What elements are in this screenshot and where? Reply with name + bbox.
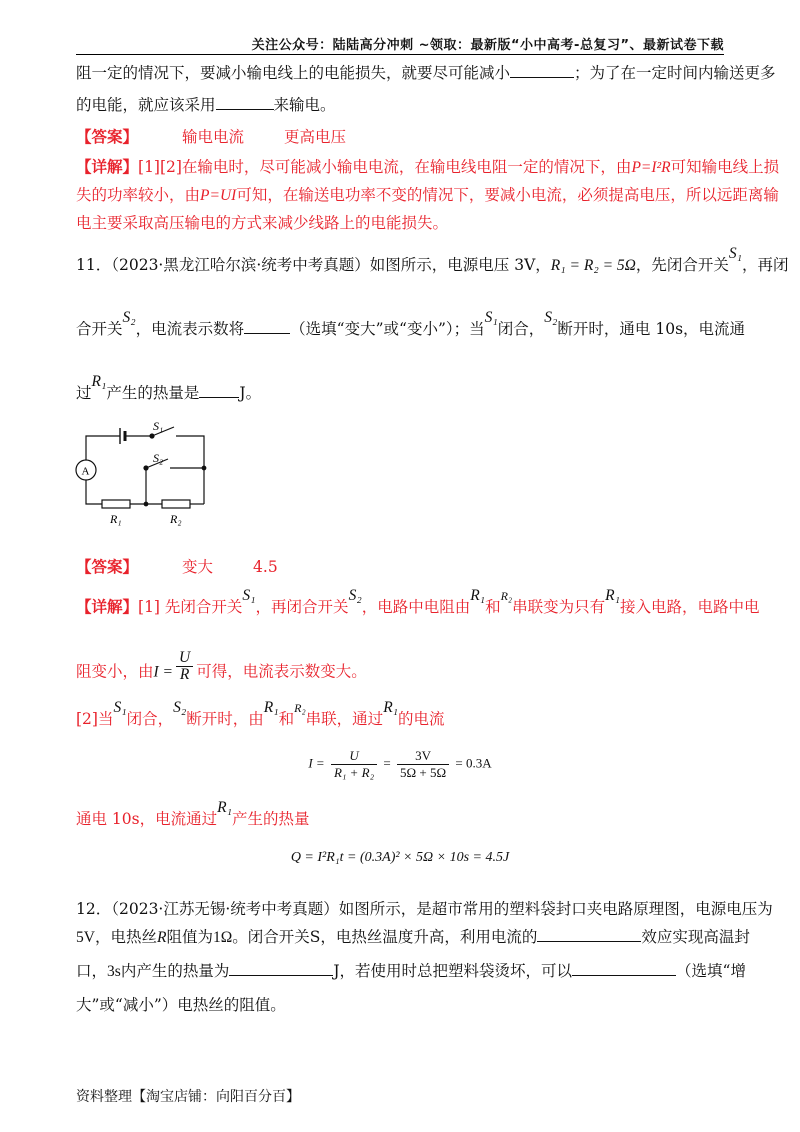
fraction-u-over-r: $\frac{U}{R}$ <box>176 650 193 683</box>
detail-text: 的电流 <box>398 710 445 728</box>
resistor-r1 <box>102 500 130 508</box>
detail-text: ，再闭合开关 <box>255 598 349 616</box>
q12-blank-3[interactable] <box>572 960 676 976</box>
q11-answer <box>76 556 724 578</box>
detail-text: ，电路中电阻由 <box>361 598 471 616</box>
circuit-diagram <box>74 418 214 530</box>
q10-blank-2[interactable] <box>216 94 274 110</box>
q12-text: ，电热丝温度升高，利用电流的 <box>320 928 538 946</box>
detail-text: 串联，通过 <box>305 710 384 728</box>
q12-text: 阻值为 <box>166 928 213 946</box>
detail-text: 接入电路，电路中电 <box>619 598 760 616</box>
question-number: 12． <box>76 900 112 918</box>
q12-text: ，电热丝 <box>94 928 157 946</box>
q10-text: 的电能，就应该采用 <box>76 96 216 114</box>
r2-label: R₂ <box>170 512 182 526</box>
q12-line-4 <box>76 994 724 1016</box>
q12-text: 效应实现高温封 <box>641 928 750 946</box>
page-footer: 资料整理【淘宝店铺：向阳百分百】 <box>76 1089 300 1105</box>
q11-line-2 <box>76 309 746 341</box>
header-divider <box>76 54 724 55</box>
q11-text: ，电流表示数将 <box>135 320 245 338</box>
answer-value: 输电电流 <box>182 128 245 146</box>
detail-text: [2]当 <box>76 710 114 728</box>
switch-symbol: S₂ <box>173 699 187 716</box>
q11-detail-1 <box>76 587 760 619</box>
page-header: 关注公众号：陆陆高分冲刺 ~领取：最新版“小中高考-总复习”、最新试卷下载 <box>251 38 724 53</box>
q11-text: 合开关 <box>76 320 123 338</box>
detail-text: 可得，电流表示数变大。 <box>196 662 367 681</box>
q12-line-1 <box>76 898 773 920</box>
q11-blank-1[interactable] <box>244 318 290 334</box>
resistor-r2 <box>162 500 190 508</box>
detail-label: 【详解】 <box>76 597 139 616</box>
s2-label: S₂ <box>153 451 164 465</box>
formula-current: I = $\frac{U}{\text{R₁ + R₂}}$ = $\frac{3V}{5\Omega + 5\Omega}$ = 0.3A <box>308 748 492 780</box>
q10-detail-2 <box>76 184 779 207</box>
q11-line-3 <box>76 373 724 405</box>
formula: I = <box>153 663 174 681</box>
q12-text: 大”或“减小”）电热丝的阻值。 <box>76 996 286 1014</box>
detail-text: 和 <box>278 710 295 728</box>
q10-text: ；为了在一定时间内输送更多 <box>574 64 776 82</box>
switch-symbol: S₂ <box>544 309 558 326</box>
resistor-symbol: R₁ <box>383 699 399 716</box>
r1-label: R₁ <box>110 512 122 526</box>
detail-label: 【详解】 <box>76 157 139 176</box>
fraction: $\frac{3V}{5\Omega + 5\Omega}$ <box>397 748 449 781</box>
detail-text: 闭合， <box>126 710 174 728</box>
q10-blank-1[interactable] <box>510 62 574 78</box>
detail-text: 串联变为只有 <box>512 598 606 616</box>
q12-text: J，若使用时总把塑料袋烫坏，可以 <box>333 962 573 980</box>
detail-text: 产生的热量 <box>231 810 310 828</box>
q12-text: 内产生的热量为 <box>120 962 230 980</box>
q11-text: 过 <box>76 384 92 402</box>
q10-answer <box>76 126 724 148</box>
resistor-symbol: R₁ <box>217 799 232 816</box>
q11-detail-4 <box>76 799 724 831</box>
q10-line-2 <box>76 94 724 116</box>
q11-detail-3 <box>76 699 724 731</box>
wire-top-left <box>86 436 120 460</box>
q12-blank-1[interactable] <box>537 926 641 942</box>
q11-text: （2023·黑龙江哈尔滨·统考中考真题）如图所示，电源电压 3V， <box>111 256 551 274</box>
detail-text: 通电 10s，电流通过 <box>76 810 218 828</box>
formula-heat: Q = I²R₁t = (0.3A)² × 5Ω × 10s = 4.5J <box>290 850 510 865</box>
s1-label: S₁ <box>153 419 164 433</box>
q12-blank-2[interactable] <box>229 960 333 976</box>
q12-line-3: 口，3s内产生的热量为 J，若使用时总把塑料袋烫坏，可以 （选填“增 <box>76 962 746 980</box>
detail-text: 可知，在输送电功率不变的情况下，要减小电流，必须提高电压，所以远距离输 <box>236 186 779 204</box>
switch-symbol: S₁ <box>728 245 743 262</box>
resistor-symbol: R₁ <box>263 699 279 716</box>
fraction: $\frac{U}{\text{R₁ + R₂}}$ <box>331 748 377 781</box>
q11-text: 断开时，通电 10s，电流通 <box>557 320 746 338</box>
q11-text: （选填“变大”或“变小”）；当 <box>290 320 485 338</box>
question-number: 11． <box>76 256 112 274</box>
q11-text: J。 <box>239 384 262 402</box>
detail-text: [1] 先闭合开关 <box>138 598 243 616</box>
detail-text: 电主要采取高压输电的方式来减少线路上的电能损失。 <box>76 214 449 232</box>
formula: P=UI <box>200 187 237 204</box>
formula: P=I²R <box>631 159 671 176</box>
resistor-symbol: R₂ <box>500 589 513 603</box>
answer-value: 4.5 <box>253 558 278 576</box>
q10-detail-3 <box>76 212 724 234</box>
switch-symbol: S₂ <box>348 587 362 604</box>
q11-text: ，先闭合开关 <box>635 256 729 274</box>
q11-line-1 <box>76 245 789 277</box>
resistor-symbol: R₁ <box>470 587 486 604</box>
resistor-symbol: R₁ <box>91 373 107 390</box>
detail-text: 和 <box>485 598 501 616</box>
q10-text: 阻一定的情况下，要减小输电线上的电能损失，就要尽可能减小 <box>76 64 511 82</box>
q11-detail-2 <box>76 649 724 689</box>
formula: R₁ = R₂ = 5Ω <box>550 257 636 274</box>
q12-text: （2023·江苏无锡·统考中考真题）如图所示，是超市常用的塑料袋封口夹电路原理图，电源电压为 <box>111 900 773 918</box>
switch-symbol: S₁ <box>484 309 498 326</box>
q12-text: 口， <box>76 962 108 980</box>
resistor-symbol: R₂ <box>294 701 306 715</box>
detail-text: [1][2]在输电时，尽可能减小输电电流，在输电线电阻一定的情况下，由 <box>138 158 632 176</box>
answer-label: 【答案】 <box>76 557 139 576</box>
q11-blank-2[interactable] <box>199 382 239 398</box>
resistor-symbol: R₁ <box>605 587 620 604</box>
answer-value: 更高电压 <box>284 128 347 146</box>
q11-text: 产生的热量是 <box>106 384 200 402</box>
q12-line-2: 5V，电热丝R阻值为1Ω。闭合开关S，电热丝温度升高，利用电流的 效应实现高温封 <box>76 928 750 946</box>
q10-detail-1 <box>76 156 780 179</box>
q12-text: （选填“增 <box>676 962 746 980</box>
q12-text: 。闭合开关 <box>232 928 310 946</box>
answer-value: 变大 <box>182 558 214 576</box>
q10-line-1 <box>76 62 776 84</box>
answer-label: 【答案】 <box>76 127 139 146</box>
q11-text: 闭合， <box>497 320 545 338</box>
detail-text: 断开时，由 <box>186 710 264 728</box>
switch-symbol: S₁ <box>113 699 127 716</box>
ammeter-label: A <box>81 465 90 478</box>
q10-text: 来输电。 <box>273 96 336 114</box>
switch-symbol: S₁ <box>242 587 256 604</box>
detail-text: 阻变小，由 <box>76 662 154 681</box>
detail-text: 可知输电线上损 <box>670 158 780 176</box>
q11-text: ，再闭 <box>742 256 789 274</box>
switch-symbol: S₂ <box>122 309 136 326</box>
detail-text: 失的功率较小，由 <box>76 186 201 204</box>
